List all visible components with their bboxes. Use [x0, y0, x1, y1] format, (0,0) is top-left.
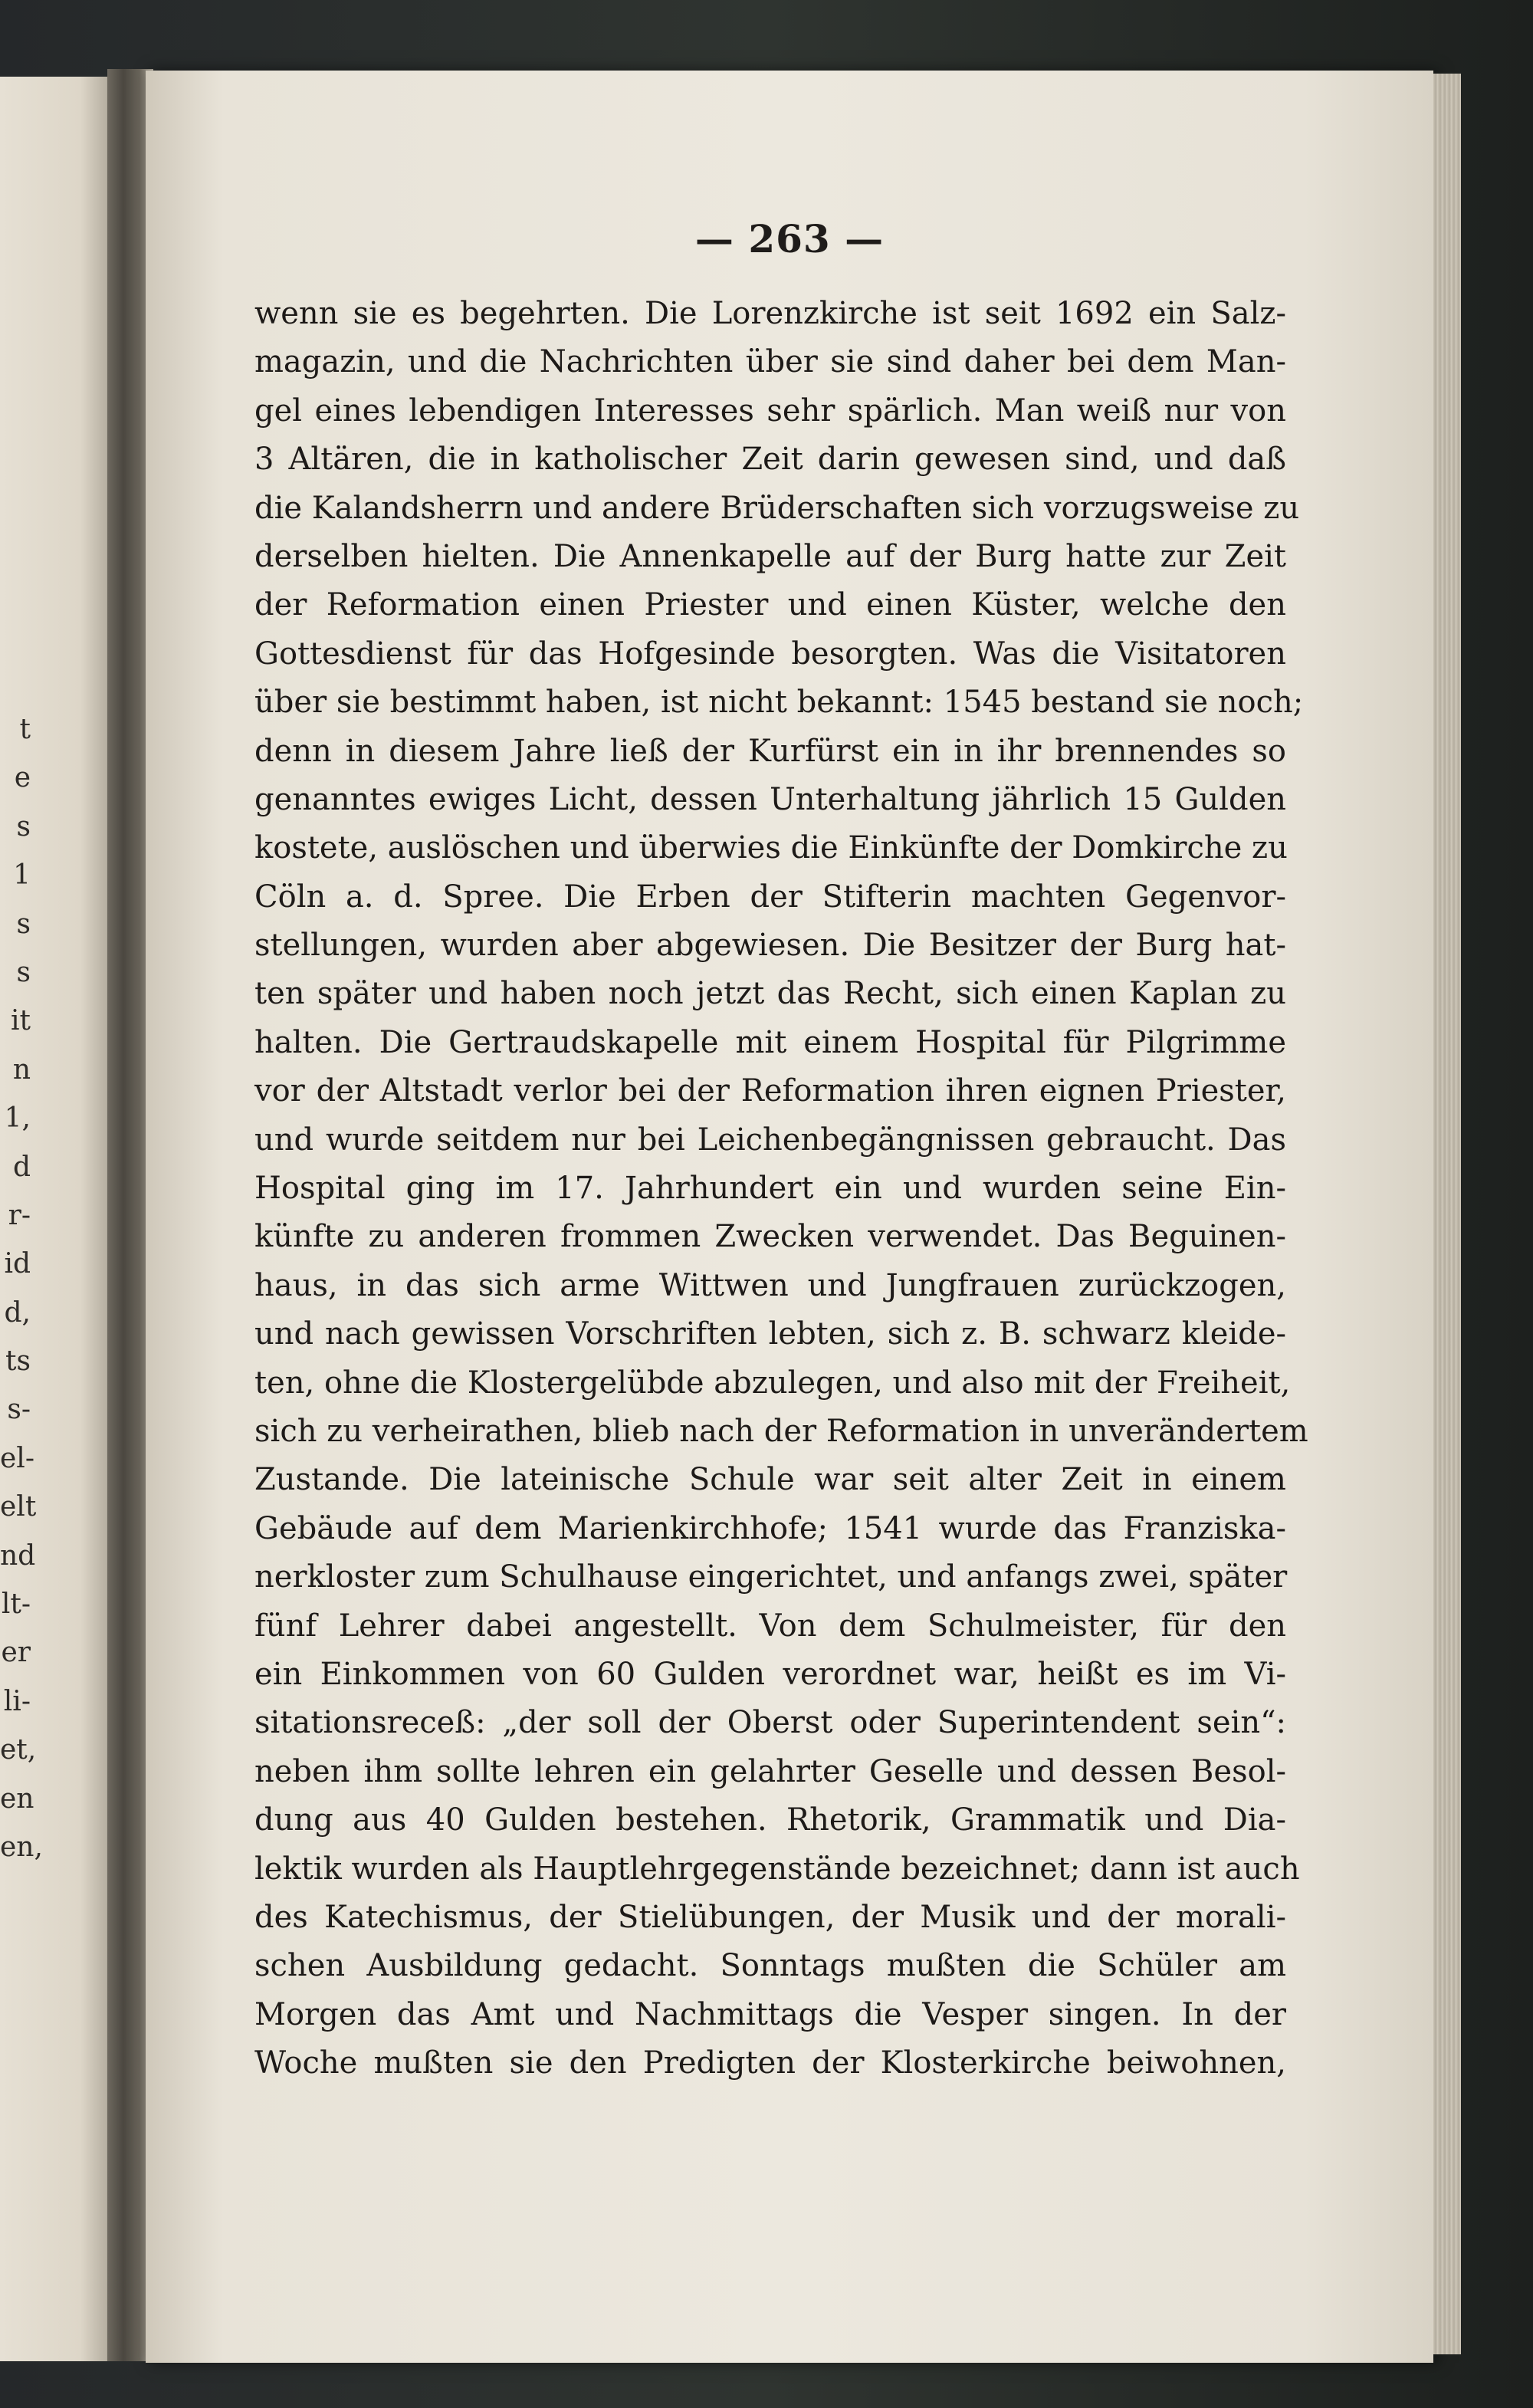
text-line: sitationsreceß: „der soll der Oberst oder Superintendent sein“:: [254, 1705, 1286, 1741]
text-line: Woche mußten sie den Predigten der Klosterkirche beiwohnen,: [254, 2045, 1286, 2081]
text-line: der Reformation einen Priester und einen Küster, welche den: [254, 587, 1286, 623]
left-fragment: lt-: [1, 1588, 31, 1621]
left-fragment: r-: [8, 1199, 31, 1231]
left-page-text-fragments: [0, 705, 43, 1871]
left-fragment: 1: [13, 859, 31, 892]
left-fragment: n: [12, 1053, 31, 1086]
text-line: Morgen das Amt und Nachmittags die Vesper singen. In der: [254, 1996, 1286, 2032]
left-fragment: ts: [5, 1345, 31, 1378]
left-fragment: s: [16, 908, 31, 940]
left-fragment: it: [11, 1005, 31, 1037]
page-number-header: — 263 —: [694, 216, 885, 261]
left-fragment: d: [12, 1151, 31, 1183]
left-fragment: t: [19, 714, 31, 745]
body-text: [254, 290, 1308, 2088]
text-line: gel eines lebendigen Interesses sehr spärlich. Man weiß nur von: [254, 393, 1286, 429]
left-fragment: elt: [0, 1491, 37, 1523]
text-line: halten. Die Gertraudskapelle mit einem Hospital für Pilgrimme: [254, 1024, 1286, 1060]
text-line: Hospital ging im 17. Jahrhundert ein und wurden seine Ein-: [254, 1171, 1286, 1207]
text-line: nerkloster zum Schulhause eingerichtet, und anfangs zwei, später: [254, 1559, 1288, 1595]
text-line: sich zu verheirathen, blieb nach der Reformation in unverändertem: [254, 1413, 1308, 1449]
text-line: derselben hielten. Die Annenkapelle auf der Burg hatte zur Zeit: [254, 538, 1286, 574]
text-line: über sie bestimmt haben, ist nicht bekannt: 1545 bestand sie noch;: [254, 685, 1304, 721]
text-line: künfte zu anderen frommen Zwecken verwendet. Das Beguinen-: [254, 1219, 1286, 1255]
text-line: die Kalandsherrn und andere Brüderschaften sich vorzugsweise zu: [254, 490, 1300, 526]
left-fragment: s-: [7, 1394, 31, 1426]
text-line: ten, ohne die Klostergelübde abzulegen, und also mit der Freiheit,: [254, 1365, 1291, 1401]
left-fragment: s: [16, 810, 31, 843]
text-line: Gottesdienst für das Hofgesinde besorgten. Was die Visitatoren: [254, 636, 1286, 672]
left-fragment: s: [16, 956, 31, 988]
text-line: kostete, auslöschen und überwies die Einkünfte der Domkirche zu: [254, 830, 1288, 866]
text-line: ein Einkommen von 60 Gulden verordnet war, heißt es im Vi-: [254, 1656, 1286, 1692]
text-line: haus, in das sich arme Wittwen und Jungfrauen zurückzogen,: [254, 1267, 1286, 1303]
text-line: lektik wurden als Hauptlehrgegenstände bezeichnet; dann ist auch: [254, 1851, 1300, 1887]
text-line: ten später und haben noch jetzt das Recht, sich einen Kaplan zu: [254, 976, 1286, 1012]
text-line: genanntes ewiges Licht, dessen Unterhaltung jährlich 15 Gulden: [254, 781, 1286, 817]
text-line: wenn sie es begehrten. Die Lorenzkirche ist seit 1692 ein Salz-: [254, 296, 1286, 331]
text-line: magazin, und die Nachrichten über sie sind daher bei dem Man-: [254, 344, 1286, 380]
text-line: und wurde seitdem nur bei Leichenbegängnissen gebraucht. Das: [254, 1122, 1286, 1158]
text-line: denn in diesem Jahre ließ der Kurfürst ein in ihr brennendes so: [254, 733, 1286, 769]
left-fragment: el-: [0, 1442, 34, 1474]
text-line: 3 Altären, die in katholischer Zeit darin gewesen sind, und daß: [254, 442, 1286, 478]
text-line: Gebäude auf dem Marienkirchhofe; 1541 wurde das Franziska-: [254, 1510, 1286, 1546]
page-edges: [1433, 74, 1461, 2354]
left-fragment: li-: [3, 1685, 31, 1717]
left-fragment: er: [1, 1637, 31, 1669]
left-page: [0, 77, 115, 2361]
text-line: schen Ausbildung gedacht. Sonntags mußten die Schüler am: [254, 1948, 1286, 1984]
left-fragment: en,: [0, 1831, 43, 1863]
text-line: vor der Altstadt verlor bei der Reformation ihren eignen Priester,: [254, 1073, 1286, 1109]
left-fragment: en: [0, 1782, 34, 1815]
text-line: stellungen, wurden aber abgewiesen. Die Besitzer der Burg hat-: [254, 928, 1286, 964]
text-line: Cöln a. d. Spree. Die Erben der Stifterin machten Gegenvor-: [254, 879, 1286, 915]
left-fragment: nd: [0, 1539, 36, 1572]
text-line: neben ihm sollte lehren ein gelahrter Geselle und dessen Besol-: [254, 1753, 1286, 1789]
text-line: und nach gewissen Vorschriften lebten, sich z. B. schwarz kleide-: [254, 1316, 1286, 1352]
left-fragment: id: [4, 1248, 31, 1280]
text-line: des Katechismus, der Stielübungen, der Musik und der morali-: [254, 1899, 1286, 1935]
left-fragment: d,: [4, 1296, 31, 1329]
left-fragment: et,: [0, 1734, 37, 1766]
text-line: dung aus 40 Gulden bestehen. Rhetorik, Grammatik und Dia-: [254, 1802, 1286, 1838]
text-line: fünf Lehrer dabei angestellt. Von dem Schulmeister, für den: [254, 1608, 1286, 1644]
left-fragment: 1,: [4, 1102, 31, 1135]
text-line: Zustande. Die lateinische Schule war seit alter Zeit in einem: [254, 1462, 1286, 1498]
left-fragment: e: [14, 762, 31, 794]
